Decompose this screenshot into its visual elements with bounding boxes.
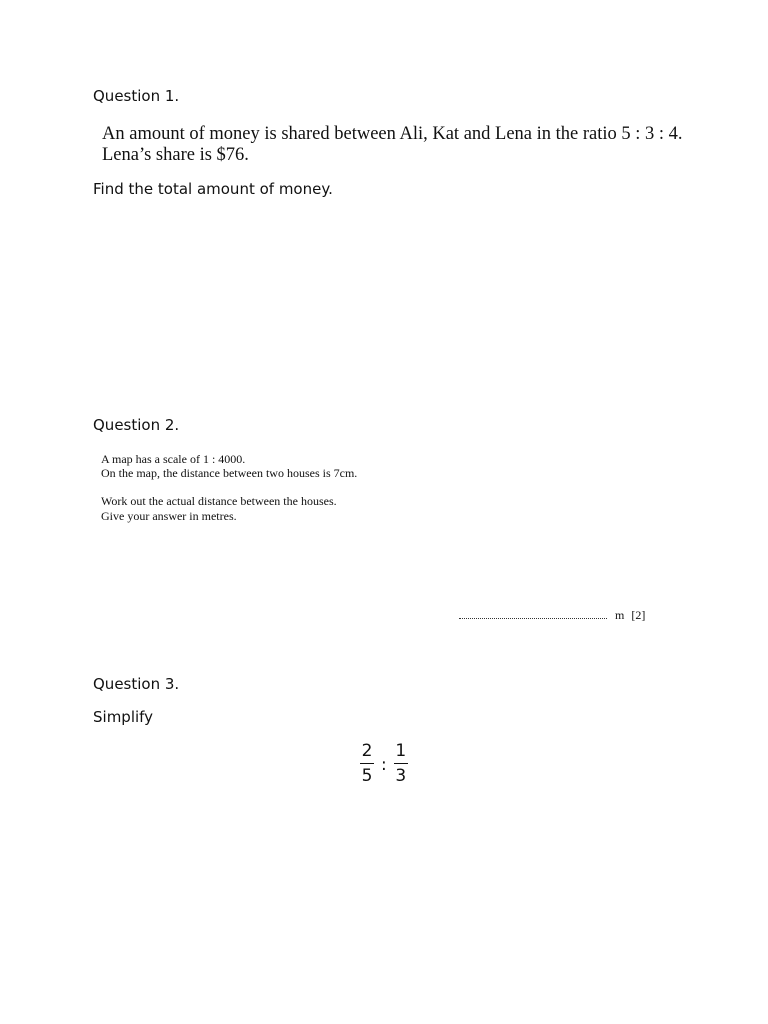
question-2-text-line-2: On the map, the distance between two houses is 7cm.: [101, 466, 358, 480]
question-2-text-line-3: Work out the actual distance between the houses.: [101, 494, 337, 508]
question-2-text-line-1: A map has a scale of 1 : 4000.: [101, 452, 246, 466]
ratio-expression: [358, 741, 410, 786]
question-1-instruction: Find the total amount of money.: [93, 180, 333, 198]
fraction-2-denominator: 3: [395, 766, 407, 786]
question-2-text-line-4: Give your answer in metres.: [101, 509, 237, 523]
question-3-heading: Question 3.: [93, 675, 180, 693]
fraction-2-numerator: 1: [395, 741, 407, 761]
fraction-two-fifths: [358, 741, 376, 786]
fraction-1-bar: [360, 763, 374, 764]
question-1-text-line-1: An amount of money is shared between Ali, Kat and Lena in the ratio 5 : 3 : 4.: [102, 124, 683, 144]
question-2-answer-line: [459, 608, 645, 623]
question-3-instruction: Simplify: [93, 708, 154, 726]
fraction-2-bar: [394, 763, 408, 764]
marks-label: [2]: [631, 608, 646, 622]
fraction-one-third: [392, 741, 410, 786]
question-1-text-line-2: Lena’s share is $76.: [102, 145, 249, 165]
question-1-heading: Question 1.: [93, 87, 180, 105]
question-2-heading: Question 2.: [93, 416, 180, 434]
fraction-1-denominator: 5: [361, 766, 373, 786]
answer-unit: m: [615, 608, 625, 622]
fraction-1-numerator: 2: [361, 741, 373, 761]
ratio-separator: :: [381, 754, 387, 775]
answer-dotted-line: [459, 608, 607, 619]
